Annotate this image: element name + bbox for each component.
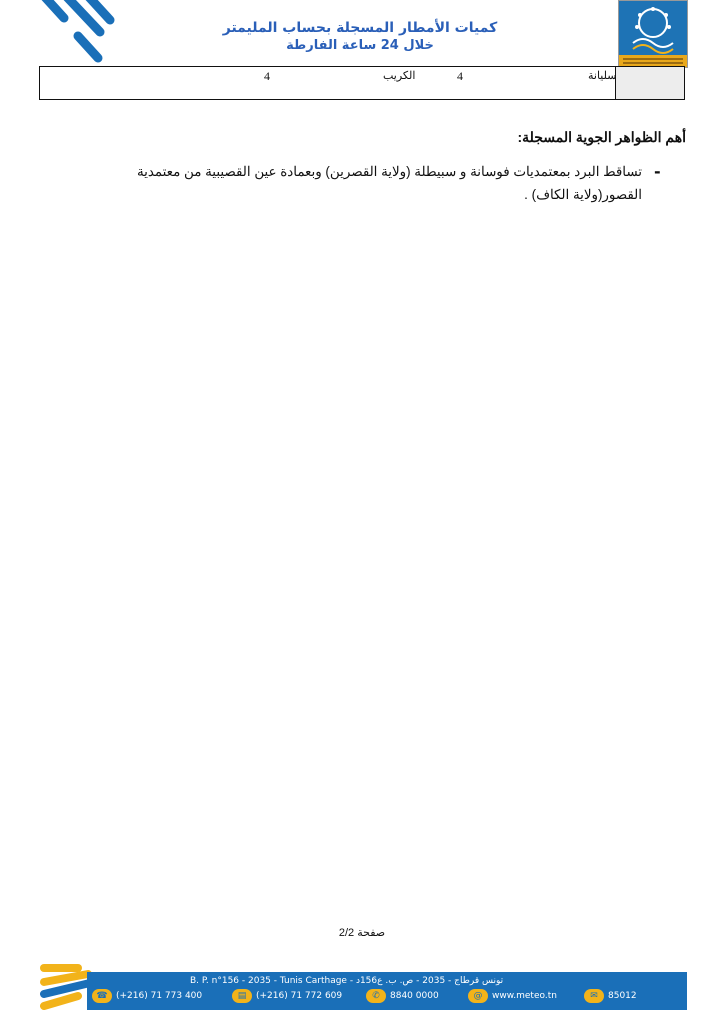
station-name: الكريب xyxy=(383,70,416,82)
table-empty-cell xyxy=(615,67,684,99)
footer-contact-text: 85012 xyxy=(608,991,637,1001)
bullet-dash: - xyxy=(654,162,661,181)
station-name: سليانة xyxy=(588,70,617,82)
section-title: أهم الظواهر الجوية المسجلة: xyxy=(517,129,686,145)
footer-address: B. P. n°156 - 2035 - Tunis Carthage - تونس قرطاج - 2035 - ص. ب. ع156د xyxy=(190,976,504,986)
footer-contact-web[interactable] xyxy=(468,989,557,1003)
hotline-icon: ✆ xyxy=(366,989,386,1003)
rainfall-value: 4 xyxy=(457,69,463,83)
fax-icon: ▤ xyxy=(232,989,252,1003)
rainfall-value: 4 xyxy=(264,69,270,83)
decorative-stripes-top xyxy=(38,0,118,70)
footer-contact-text[interactable]: www.meteo.tn xyxy=(492,991,557,1001)
footer-contact-phone xyxy=(92,989,202,1003)
rainfall-table-row xyxy=(39,66,685,100)
footer-contact-text: (+216) 71 773 400 xyxy=(116,991,203,1001)
weather-phenomena-text: تساقط البرد بمعتمديات فوسانة و سبيطلة (ولاية القصرين) وبعمادة عين القصيبية من معتمدية القصور(ولاية الكاف) . xyxy=(136,164,642,202)
web-icon: @ xyxy=(468,989,488,1003)
footer-contact-text: (+216) 71 772 609 xyxy=(256,991,343,1001)
header-subtitle: خلال 24 ساعة الفارطة xyxy=(286,38,434,53)
footer-contact-sms xyxy=(584,989,637,1003)
footer-contact-fax xyxy=(232,989,342,1003)
sms-icon: ✉ xyxy=(584,989,604,1003)
page-number: صفحة 2/2 xyxy=(338,927,386,939)
institute-logo xyxy=(618,0,688,68)
footer-contact-hotline xyxy=(366,989,439,1003)
footer-contact-text: 8840 0000 xyxy=(390,991,439,1001)
phone-icon: ☎ xyxy=(92,989,112,1003)
header-title: كميات الأمطار المسجلة بحساب المليمتر xyxy=(222,20,498,36)
